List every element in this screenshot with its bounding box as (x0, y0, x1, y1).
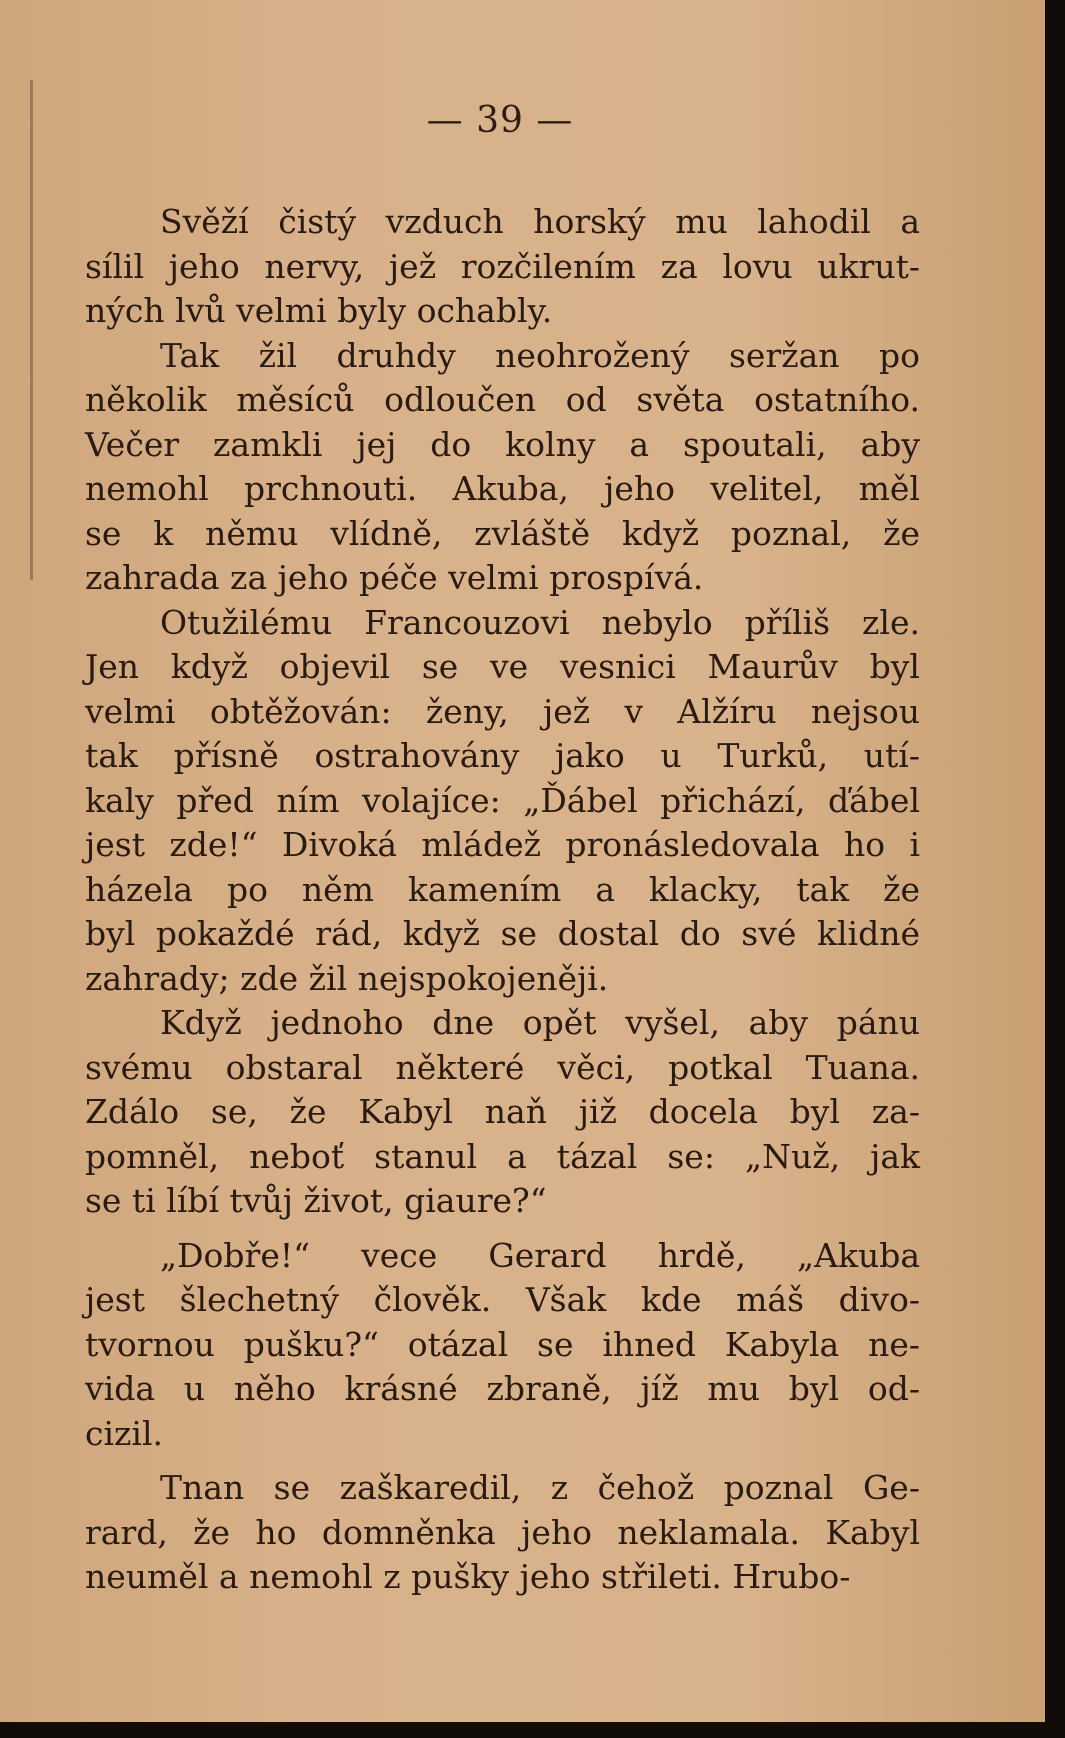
spine-shadow (30, 80, 33, 580)
scan-border-right (1045, 0, 1065, 1738)
text-line: se ti líbí tvůj život, giaure?“ (85, 1181, 547, 1220)
text-line: svému obstaral některé věci, potkal Tuana. (85, 1047, 920, 1087)
paragraph (85, 1001, 920, 1224)
paragraph (85, 1234, 920, 1457)
text-line: zahrady; zde žil nejspokojeněji. (85, 958, 609, 998)
text-line: byl pokaždé rád, když se dostal do své klidné (85, 914, 920, 953)
text-line: několik měsíců odloučen od světa ostatního. (85, 380, 920, 419)
text-line: neuměl a nemohl z pušky jeho střileti. Hrubo- (85, 1557, 851, 1596)
text-line: „Dobře!“ vece Gerard hrdě, „Akuba (160, 1235, 920, 1275)
paragraph (85, 601, 920, 1002)
text-line: Zdálo se, že Kabyl naň již docela byl za- (85, 1092, 920, 1131)
text-line: Tnan se zaškaredil, z čehož poznal Ge- (160, 1468, 920, 1507)
text-line: pomněl, neboť stanul a tázal se: „Nuž, jak (85, 1136, 920, 1176)
text-line: kaly před ním volajíce: „Ďábel přichází, ďábel (85, 780, 920, 820)
text-line: rard, že ho domněnka jeho neklamala. Kabyl (85, 1512, 920, 1552)
text-line: jest šlechetný člověk. Však kde máš divo- (85, 1280, 920, 1319)
paragraph (85, 334, 920, 601)
text-line: tvornou pušku?“ otázal se ihned Kabyla ne- (85, 1324, 920, 1364)
text-line: ných lvů velmi byly ochably. (85, 291, 553, 330)
text-line: vida u něho krásné zbraně, jíž mu byl od- (85, 1369, 920, 1408)
text-line: sílil jeho nervy, jež rozčilením za lovu ukrut- (85, 246, 920, 286)
paragraph (85, 1466, 920, 1600)
text-line: jest zde!“ Divoká mládež pronásledovala ho i (85, 825, 920, 864)
text-line: se k němu vlídně, zvláště když poznal, že (85, 513, 920, 553)
text-line: Večer zamkli jej do kolny a spoutali, aby (85, 424, 920, 464)
text-line: cizil. (85, 1413, 164, 1453)
text-line: Jen když objevil se ve vesnici Maurův byl (85, 647, 920, 686)
scan-border-bottom (0, 1722, 1065, 1738)
text-line: velmi obtěžován: ženy, jež v Alžíru nejsou (85, 691, 920, 731)
page-number: — 39 — (426, 100, 574, 141)
text-line: tak přísně ostrahovány jako u Turků, utí- (85, 736, 920, 775)
text-line: nemohl prchnouti. Akuba, jeho velitel, měl (85, 469, 920, 508)
text-line: Otužilému Francouzovi nebylo příliš zle. (160, 602, 920, 642)
text-line: Tak žil druhdy neohrožený seržan po (160, 335, 920, 375)
text-line: Svěží čistý vzduch horský mu lahodil a (160, 202, 920, 241)
paragraph (85, 200, 920, 334)
text-line: Když jednoho dne opět vyšel, aby pánu (160, 1003, 920, 1042)
body-text (85, 200, 920, 1600)
text-line: zahrada za jeho péče velmi prospívá. (85, 558, 704, 597)
text-line: házela po něm kamením a klacky, tak že (85, 869, 920, 909)
